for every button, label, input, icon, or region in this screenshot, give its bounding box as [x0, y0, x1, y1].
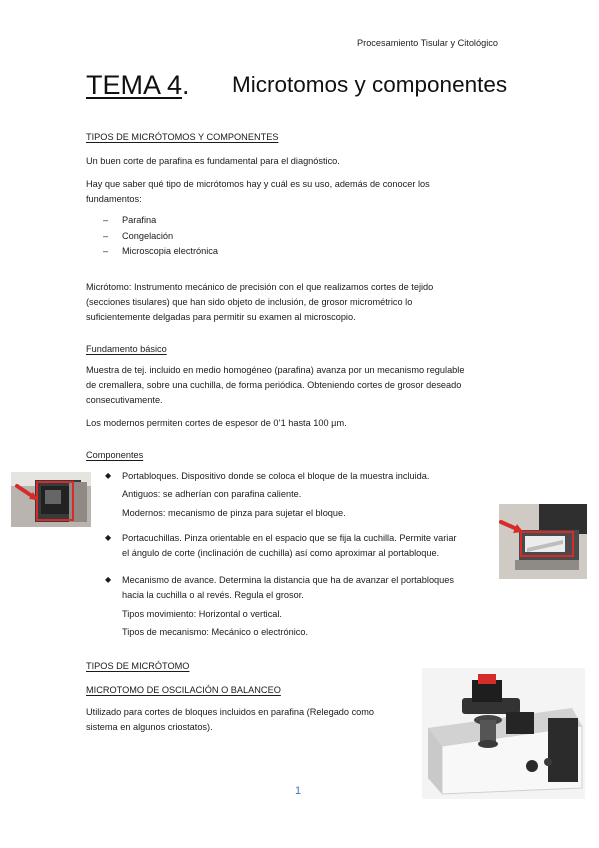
list-item-label: Microscopia electrónica	[122, 246, 218, 256]
section-heading-tipos-microtomo: TIPOS DE MICRÓTOMO	[86, 661, 190, 671]
chapter-number-text: TEMA 4	[86, 70, 183, 100]
portabloques-photo	[11, 472, 91, 527]
fundamento-line1: Muestra de tej. incluido en medio homogéneo (parafina) avanza por un mecanismo regulable	[86, 365, 465, 375]
fundamento-line3: consecutivamente.	[86, 395, 163, 405]
paragraph-intro: Un buen corte de parafina es fundamental para el diagnóstico.	[86, 156, 340, 166]
section-heading-fundamento: Fundamento básico	[86, 344, 167, 354]
subheading-oscilacion: MICROTOMO DE OSCILACIÓN O BALANCEO	[86, 685, 281, 695]
chapter-number-dot: .	[182, 70, 190, 100]
portacuchillas-photo	[499, 504, 587, 579]
avance-line3: Tipos movimiento: Horizontal o vertical.	[122, 609, 282, 619]
portacuchillas-line1: Portacuchillas. Pinza orientable en el espacio que se fija la cuchilla. Permite variar	[122, 533, 457, 543]
dash-marker: –	[103, 215, 109, 225]
list-item	[103, 213, 218, 229]
portabloques-line3: Modernos: mecanismo de pinza para sujetar el bloque.	[122, 508, 346, 518]
definition-line1: Micrótomo: Instrumento mecánico de precisión con el que realizamos cortes de tejido	[86, 282, 434, 292]
portabloques-line2: Antiguos: se adherían con parafina caliente.	[122, 489, 302, 499]
list-item-label: Congelación	[122, 230, 174, 241]
microtomo-oscilacion-photo	[422, 668, 585, 799]
section-heading-componentes: Componentes	[86, 450, 144, 460]
paragraph-saber-line1: Hay que saber qué tipo de micrótomos hay y cuál es su uso, además de conocer los	[86, 179, 430, 189]
dash-marker: –	[103, 246, 109, 256]
avance-line2: hacia la cuchilla o al revés. Regula el grosor.	[122, 590, 304, 600]
fundamento-line2: de cremallera, sobre una cuchilla, de forma periódica. Obteniendo cortes de grosor deseado	[86, 380, 462, 390]
dash-marker: –	[103, 230, 109, 241]
definition-line3: suficientemente delgadas para permitir su examen al microscopio.	[86, 312, 356, 322]
tipos-line2: sistema en algunos criostatos).	[86, 722, 213, 732]
definition-line2: (secciones tisulares) que han sido objeto de inclusión, de grosor micrométrico lo	[86, 297, 413, 307]
chapter-number	[86, 70, 190, 101]
bullet-marker: ◆	[105, 575, 112, 584]
portacuchillas-line2: el ángulo de corte (inclinación de cuchilla) así como aproximar al portabloque.	[122, 548, 440, 558]
running-header: Procesamiento Tisular y Citológico	[357, 38, 498, 48]
bullet-marker: ◆	[105, 533, 112, 542]
avance-line1: Mecanismo de avance. Determina la distancia que ha de avanzar el portabloques	[122, 575, 454, 585]
paragraph-saber-line2: fundamentos:	[86, 194, 142, 204]
list-item	[103, 229, 218, 245]
dash-list	[103, 213, 218, 260]
section-heading-tipos-micrO: TIPOS DE MICRÓTOMOS Y COMPONENTES	[86, 132, 279, 142]
list-item-label: Parafina	[122, 215, 157, 225]
bullet-marker: ◆	[105, 471, 112, 480]
page-number: 1	[295, 785, 302, 797]
tipos-line1: Utilizado para cortes de bloques incluidos en parafina (Relegado como	[86, 707, 375, 717]
fundamento-line4: Los modernos permiten cortes de espesor de 0’1 hasta 100 µm.	[86, 418, 347, 428]
avance-line4: Tipos de mecanismo: Mecánico o electrónico.	[122, 627, 309, 637]
page-title: Microtomos y componentes	[232, 72, 508, 97]
list-item	[103, 244, 218, 260]
portabloques-line1: Portabloques. Dispositivo donde se coloca el bloque de la muestra incluida.	[122, 471, 430, 481]
